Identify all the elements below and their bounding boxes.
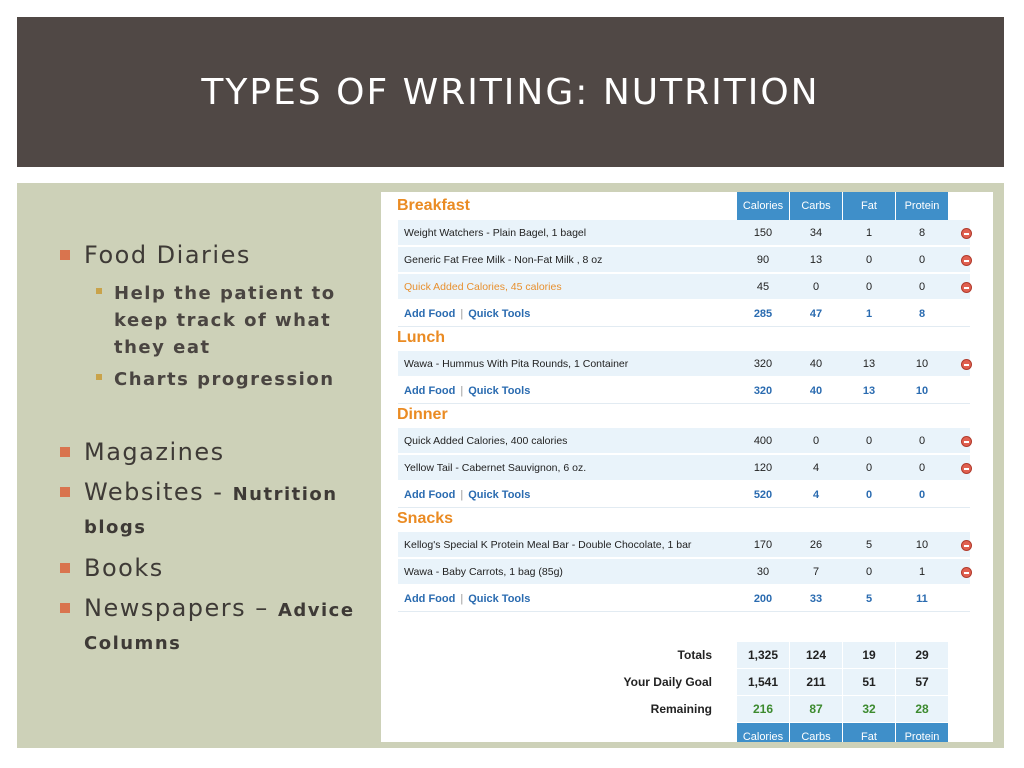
meal-title-breakfast: Breakfast [397, 197, 470, 214]
meal-total-value: 33 [809, 593, 823, 605]
summary-value: 124 [805, 648, 827, 662]
food-entry-value: 0 [865, 281, 873, 293]
meal-title-dinner: Dinner [397, 406, 448, 423]
summary-value: 28 [915, 702, 929, 716]
delete-entry-icon[interactable] [961, 436, 972, 447]
slide-title-bar [17, 17, 1004, 167]
summary-label: Remaining [650, 702, 712, 716]
meal-total-value: 40 [809, 385, 823, 397]
food-entry-row[interactable] [398, 559, 970, 585]
food-entry-name[interactable]: Wawa - Hummus With Pita Rounds, 1 Container [404, 358, 629, 370]
food-entry-value: 90 [756, 254, 770, 266]
food-entry-value: 0 [865, 566, 873, 578]
bullet-text: Websites - [84, 478, 224, 506]
bullet-text: Food Diaries [84, 241, 251, 269]
meal-total-value: 320 [753, 385, 773, 397]
delete-entry-icon[interactable] [961, 463, 972, 474]
food-entry-value: 45 [756, 281, 770, 293]
footer-column-header-fat[interactable]: Fat [843, 723, 895, 742]
food-entry-value: 40 [809, 358, 823, 370]
column-header-calories[interactable]: Calories [737, 192, 789, 220]
meal-action-links [404, 482, 530, 508]
bullet-list [60, 240, 380, 659]
meal-action-links [404, 301, 530, 327]
food-entry-value: 120 [753, 462, 773, 474]
meal-total-value: 13 [862, 385, 876, 397]
meal-actions-row [398, 482, 970, 508]
add-food-link[interactable]: Add Food [404, 308, 456, 320]
delete-entry-icon[interactable] [961, 228, 972, 239]
bullet-text: Books [84, 554, 164, 582]
column-header-fat[interactable]: Fat [843, 192, 895, 220]
food-entry-name[interactable]: Weight Watchers - Plain Bagel, 1 bagel [404, 227, 587, 239]
food-entry-row[interactable] [398, 247, 970, 273]
food-entry-row[interactable] [398, 428, 970, 454]
column-header-protein[interactable]: Protein [896, 192, 948, 220]
bullet-books [60, 553, 380, 583]
delete-entry-icon[interactable] [961, 255, 972, 266]
summary-value: 87 [809, 702, 823, 716]
meal-total-value: 47 [809, 308, 823, 320]
meal-total-value: 520 [753, 489, 773, 501]
food-diary-screenshot [381, 192, 993, 742]
food-entry-row[interactable] [398, 351, 970, 377]
sub-bullet-help [60, 280, 380, 361]
sub-bullet-text: Charts progression [114, 369, 335, 390]
bullet-magazines [60, 437, 380, 467]
summary-value: 57 [915, 675, 929, 689]
delete-entry-icon[interactable] [961, 567, 972, 578]
food-entry-value: 10 [915, 539, 929, 551]
food-entry-name[interactable]: Wawa - Baby Carrots, 1 bag (85g) [404, 566, 563, 578]
food-entry-value: 0 [812, 435, 820, 447]
meal-total-value: 200 [753, 593, 773, 605]
food-entry-value: 0 [918, 435, 926, 447]
food-entry-row[interactable] [398, 220, 970, 246]
food-entry-name[interactable]: Kellog's Special K Protein Meal Bar - Double Chocolate, 1 bar [404, 539, 692, 551]
meal-title-snacks: Snacks [397, 510, 454, 527]
food-entry-name[interactable]: Generic Fat Free Milk - Non-Fat Milk , 8 oz [404, 254, 603, 266]
bullet-websites [60, 477, 380, 543]
delete-entry-icon[interactable] [961, 540, 972, 551]
quick-tools-link[interactable]: Quick Tools [468, 593, 531, 605]
food-entry-name[interactable]: Quick Added Calories, 45 calories [404, 281, 562, 293]
food-entry-value: 5 [865, 539, 873, 551]
link-separator: | [460, 593, 464, 605]
food-entry-value: 0 [865, 435, 873, 447]
add-food-link[interactable]: Add Food [404, 489, 456, 501]
summary-value: 211 [806, 675, 826, 689]
meal-total-value: 1 [865, 308, 873, 320]
food-entry-value: 400 [753, 435, 773, 447]
footer-column-header-carbs[interactable]: Carbs [790, 723, 842, 742]
meal-total-value: 285 [753, 308, 773, 320]
summary-value: 216 [752, 702, 774, 716]
food-entry-value: 0 [812, 281, 820, 293]
summary-value: 19 [862, 648, 876, 662]
food-entry-value: 0 [918, 254, 926, 266]
summary-row-your-daily-goal [398, 669, 970, 696]
sub-bullet-charts [60, 366, 380, 393]
link-separator: | [460, 489, 464, 501]
food-entry-value: 170 [753, 539, 773, 551]
food-entry-value: 320 [753, 358, 773, 370]
delete-entry-icon[interactable] [961, 359, 972, 370]
food-entry-row[interactable] [398, 274, 970, 300]
quick-tools-link[interactable]: Quick Tools [468, 489, 531, 501]
meal-total-value: 8 [918, 308, 926, 320]
food-entry-value: 0 [865, 254, 873, 266]
slide-title: TYPES OF WRITING: NUTRITION [201, 71, 820, 113]
meal-actions-row [398, 378, 970, 404]
add-food-link[interactable]: Add Food [404, 385, 456, 397]
food-entry-value: 1 [918, 566, 926, 578]
quick-tools-link[interactable]: Quick Tools [468, 308, 531, 320]
footer-column-header-protein[interactable]: Protein [896, 723, 948, 742]
food-entry-value: 0 [918, 462, 926, 474]
meal-total-value: 5 [865, 593, 873, 605]
sub-bullet-text: Help the patient to keep track of what they eat [114, 283, 336, 358]
summary-row-remaining [398, 696, 970, 723]
summary-label: Totals [677, 648, 712, 662]
bullet-text: Newspapers – [84, 594, 269, 622]
bullet-small-text: Nutrition blogs [84, 484, 338, 538]
food-entry-value: 1 [865, 227, 873, 239]
bullet-newspapers [60, 593, 380, 659]
column-header-carbs[interactable]: Carbs [790, 192, 842, 220]
food-entry-value: 0 [918, 281, 926, 293]
summary-value: 32 [862, 702, 876, 716]
food-entry-value: 150 [753, 227, 773, 239]
food-entry-name[interactable]: Quick Added Calories, 400 calories [404, 435, 568, 447]
food-entry-name[interactable]: Yellow Tail - Cabernet Sauvignon, 6 oz. [404, 462, 587, 474]
meal-total-value: 11 [916, 593, 928, 605]
summary-value: 1,325 [747, 648, 779, 662]
meal-actions-row [398, 586, 970, 612]
food-entry-value: 4 [812, 462, 820, 474]
food-entry-row[interactable] [398, 532, 970, 558]
food-entry-value: 26 [809, 539, 823, 551]
summary-value: 29 [915, 648, 929, 662]
meal-total-value: 10 [915, 385, 929, 397]
footer-column-header-calories[interactable]: Calories [737, 723, 789, 742]
food-entry-value: 30 [756, 566, 770, 578]
meal-actions-row [398, 301, 970, 327]
bullet-food-diaries [60, 240, 380, 270]
meal-action-links [404, 378, 530, 404]
summary-value: 1,541 [747, 675, 779, 689]
summary-value: 51 [862, 675, 876, 689]
link-separator: | [460, 385, 464, 397]
meal-action-links [404, 586, 530, 612]
meal-total-value: 0 [918, 489, 926, 501]
food-entry-value: 13 [809, 254, 823, 266]
food-entry-value: 10 [915, 358, 929, 370]
food-entry-value: 34 [809, 227, 823, 239]
link-separator: | [460, 308, 464, 320]
summary-label: Your Daily Goal [623, 675, 712, 689]
add-food-link[interactable]: Add Food [404, 593, 456, 605]
bullet-small-text: Advice Columns [84, 600, 355, 654]
meal-total-value: 0 [865, 489, 873, 501]
meal-total-value: 4 [812, 489, 820, 501]
food-entry-value: 8 [918, 227, 926, 239]
delete-entry-icon[interactable] [961, 282, 972, 293]
bullet-text: Magazines [84, 438, 225, 466]
food-entry-value: 0 [865, 462, 873, 474]
food-entry-value: 13 [862, 358, 876, 370]
summary-row-totals [398, 642, 970, 669]
food-entry-value: 7 [812, 566, 820, 578]
food-entry-row[interactable] [398, 455, 970, 481]
meal-title-lunch: Lunch [397, 329, 445, 346]
quick-tools-link[interactable]: Quick Tools [468, 385, 531, 397]
